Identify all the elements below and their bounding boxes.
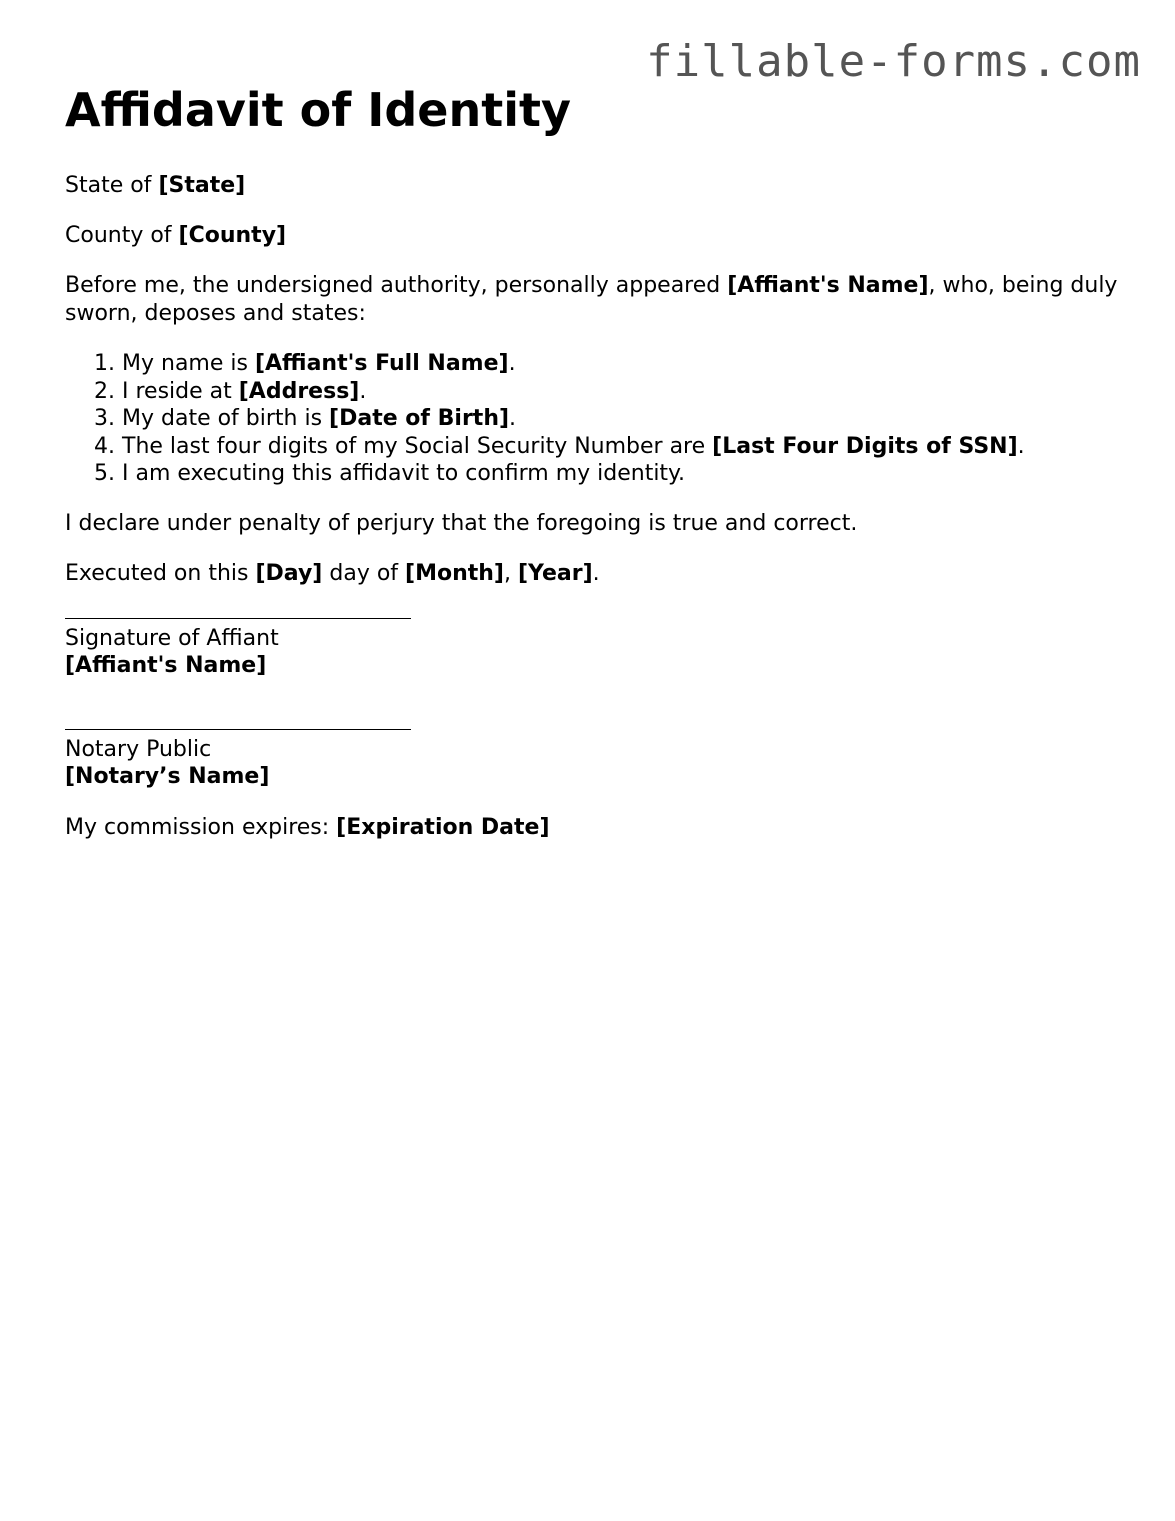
address-field: [Address] bbox=[238, 378, 360, 404]
document-title: Affidavit of Identity bbox=[65, 83, 571, 137]
year-field: [Year] bbox=[518, 560, 593, 586]
list-item bbox=[122, 378, 1125, 406]
statement-text: The last four digits of my Social Security Number are bbox=[122, 433, 713, 459]
statement-end: . bbox=[509, 406, 517, 431]
declaration: I declare under penalty of perjury that the foregoing is true and correct. bbox=[65, 510, 858, 536]
list-item bbox=[122, 405, 1125, 433]
affiant-signature-label: Signature of Affiant bbox=[65, 625, 279, 651]
state-prefix: State of bbox=[65, 173, 159, 198]
commission-prefix: My commission expires: bbox=[65, 814, 337, 840]
list-item bbox=[122, 350, 1125, 378]
month-field: [Month] bbox=[405, 560, 504, 586]
intro-paragraph bbox=[65, 272, 1125, 328]
executed-comma: , bbox=[504, 560, 518, 586]
notary-signature-line bbox=[65, 729, 411, 730]
intro-after: , who, being duly sworn, deposes and states: bbox=[65, 273, 1118, 326]
affiant-signature-line bbox=[65, 618, 411, 619]
commission-line bbox=[65, 814, 1125, 842]
statement-text: My name is bbox=[122, 351, 255, 376]
statement-text: My date of birth is bbox=[122, 406, 330, 431]
executed-line bbox=[65, 560, 1125, 588]
expiration-date-field: [Expiration Date] bbox=[336, 814, 550, 840]
affiant-name-field: [Affiant's Name] bbox=[727, 273, 929, 298]
state-line bbox=[65, 172, 1125, 200]
ssn-digits-field: [Last Four Digits of SSN] bbox=[712, 433, 1018, 459]
notary-signature-label: Notary Public bbox=[65, 736, 212, 762]
notary-signature-block bbox=[65, 729, 1125, 790]
affiant-signature-name: [Affiant's Name] bbox=[65, 652, 267, 678]
statement-end: . bbox=[359, 378, 367, 404]
statements-list bbox=[65, 350, 1125, 488]
county-prefix: County of bbox=[65, 223, 179, 248]
executed-end: . bbox=[592, 560, 600, 586]
watermark: fillable-forms.com bbox=[646, 36, 1141, 87]
list-item bbox=[122, 460, 1125, 488]
statement-text: I am executing this affidavit to confirm my identity. bbox=[122, 461, 685, 486]
list-item bbox=[122, 433, 1125, 461]
day-field: [Day] bbox=[255, 560, 323, 586]
executed-before: Executed on this bbox=[65, 560, 256, 586]
full-name-field: [Affiant's Full Name] bbox=[254, 351, 509, 376]
executed-middle: day of bbox=[322, 560, 406, 586]
affiant-signature-block bbox=[65, 618, 1125, 679]
date-of-birth-field: [Date of Birth] bbox=[329, 406, 510, 431]
county-line bbox=[65, 222, 1125, 250]
state-field: [State] bbox=[158, 173, 246, 198]
statement-text: I reside at bbox=[122, 378, 239, 404]
document-body bbox=[65, 82, 1125, 864]
statement-end: . bbox=[508, 351, 516, 376]
statement-end: . bbox=[1017, 433, 1025, 459]
intro-before: Before me, the undersigned authority, personally appeared bbox=[65, 273, 728, 298]
notary-signature-name: [Notary’s Name] bbox=[65, 763, 270, 789]
county-field: [County] bbox=[178, 223, 287, 248]
